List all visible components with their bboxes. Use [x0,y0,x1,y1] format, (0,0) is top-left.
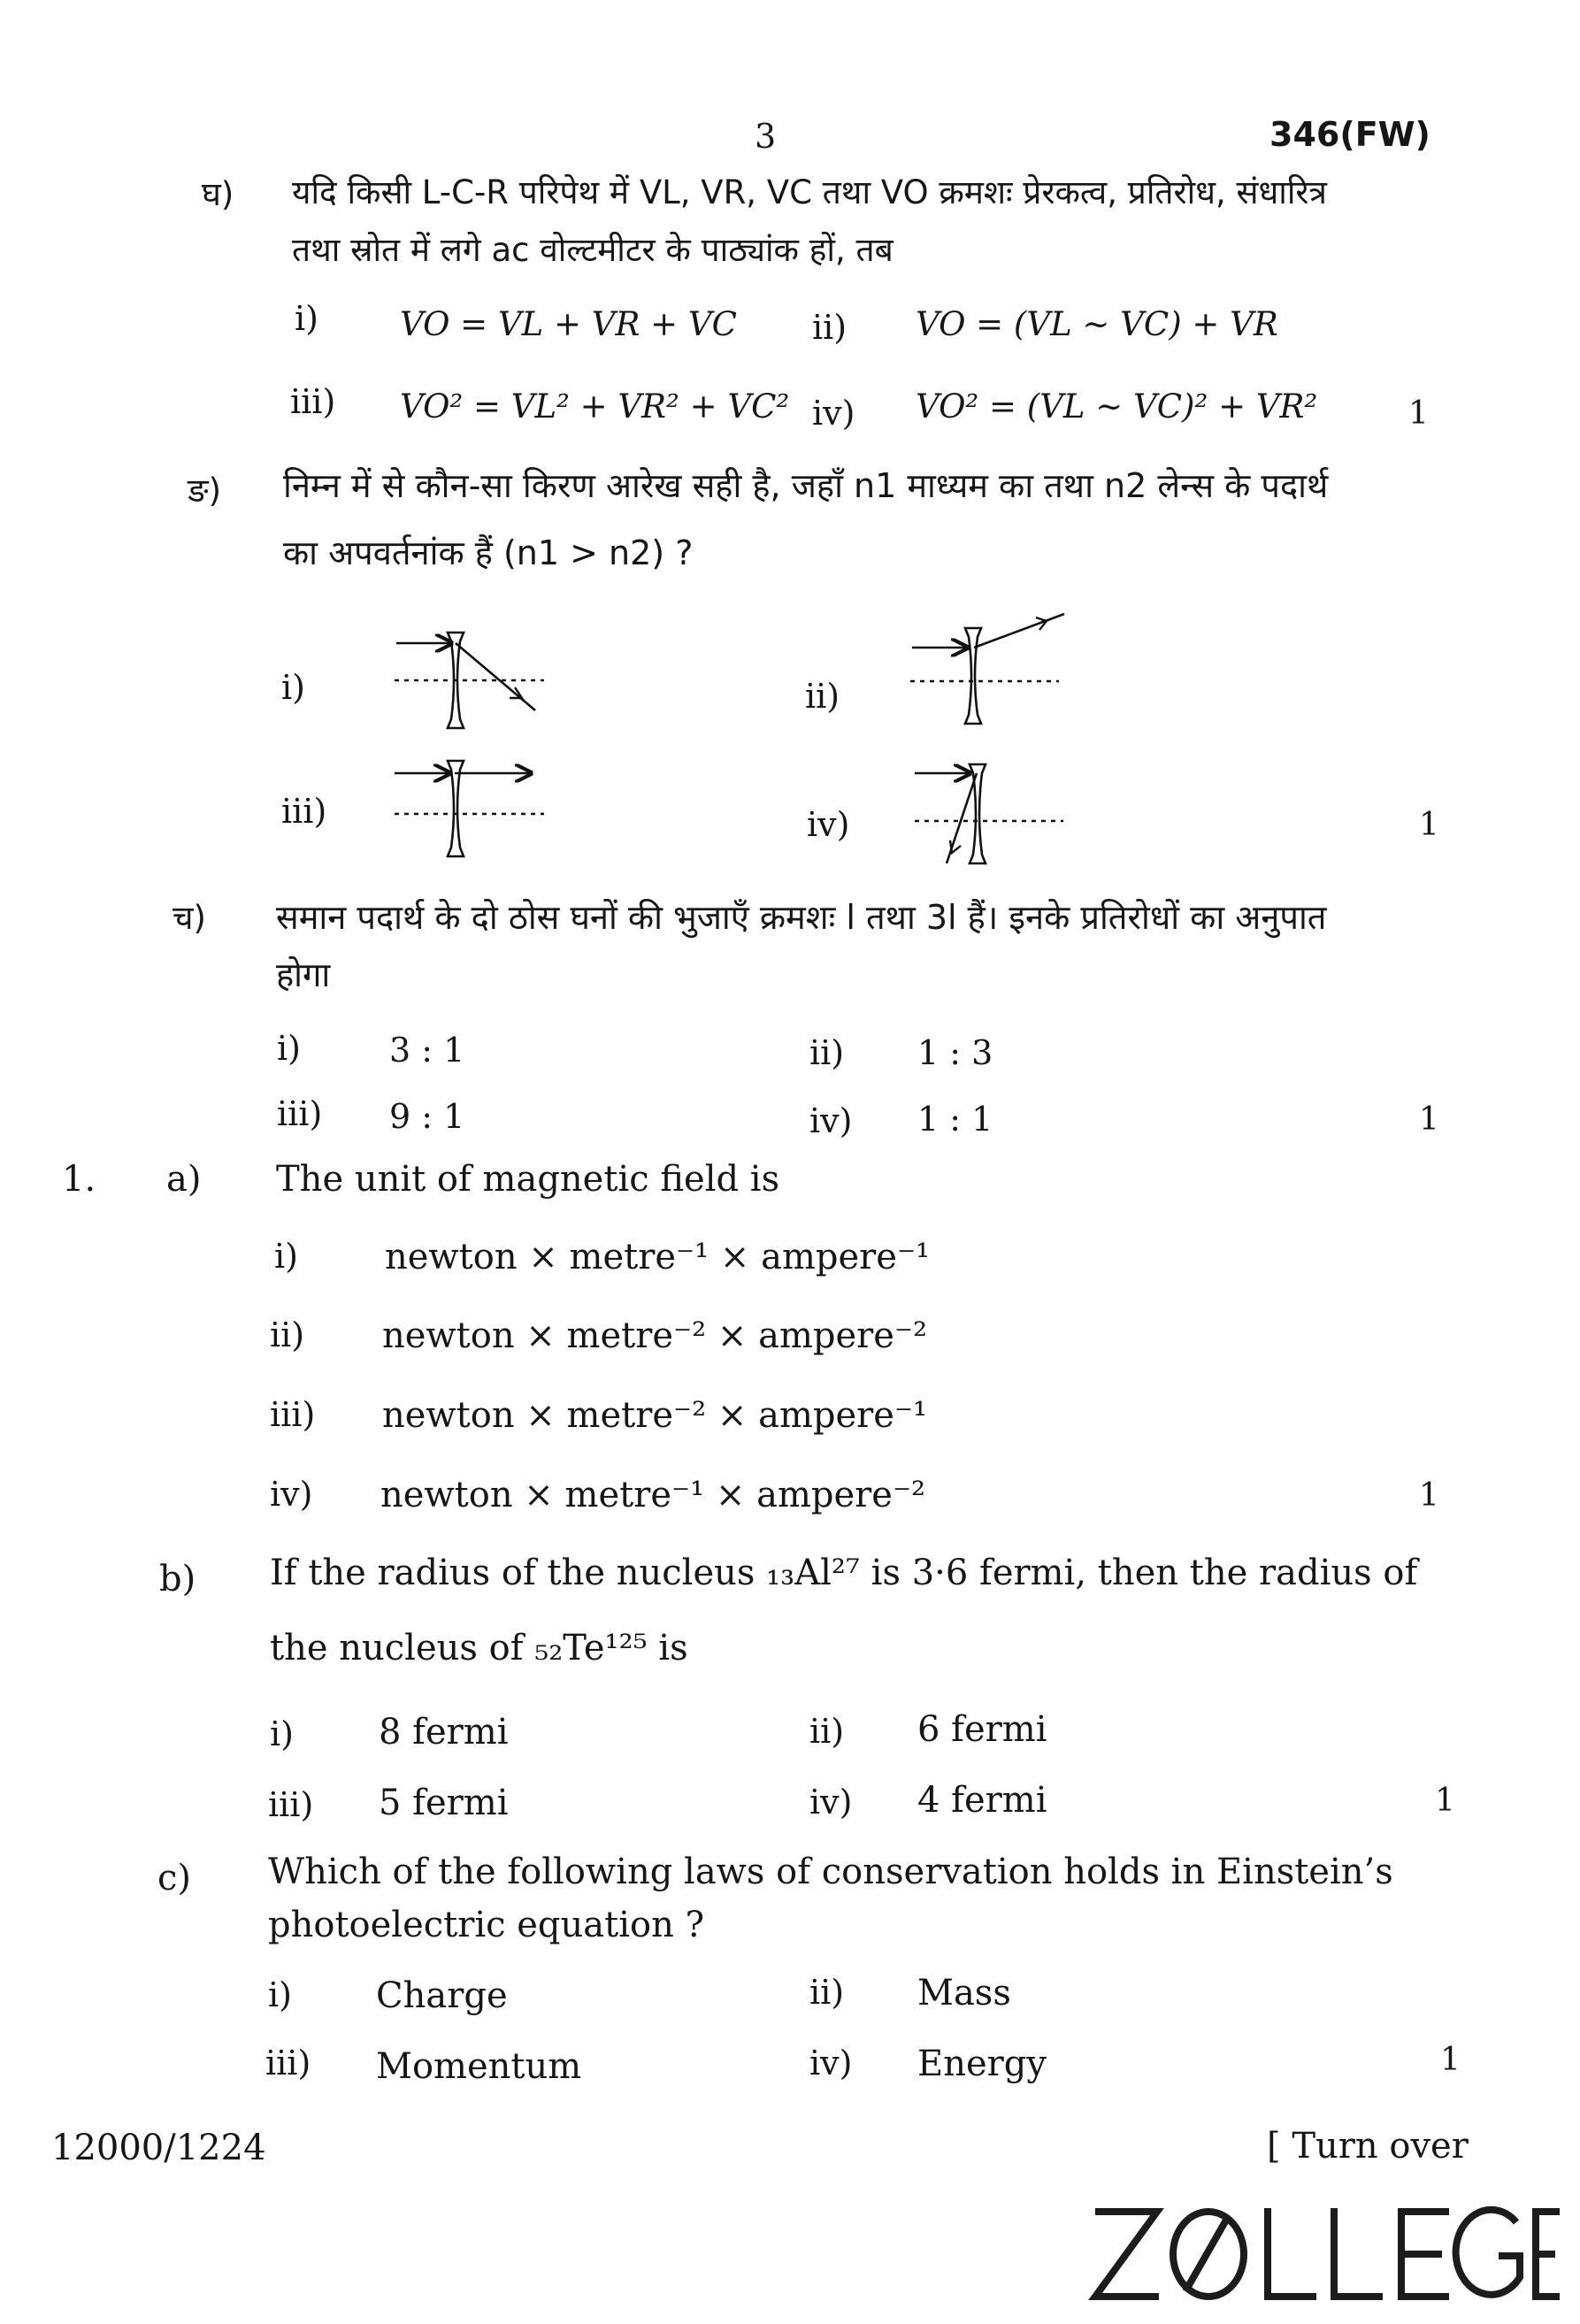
question-text-line2: का अपवर्तनांक हैं (n1 > n2) ? [283,533,694,572]
option-text: 4 fermi [917,1780,1047,1821]
question-label: घ) [202,175,234,213]
question-text-line1: If the radius of the nucleus ₁₃Al²⁷ is 3·6 fermi, then the radius of [270,1553,1418,1593]
option-text: Charge [376,1975,508,2016]
question-label: c) [157,1858,192,1898]
option-label: i) [277,1029,301,1068]
option-label: iii) [281,792,327,831]
option-text: 6 fermi [917,1709,1047,1750]
paper-code: 346(FW) [1269,115,1430,154]
option-text: 5 fermi [379,1783,509,1823]
option-label: iv) [809,2044,853,2082]
option-label: iii) [270,1395,316,1434]
option-label: ii) [809,1033,845,1072]
option-label: ii) [270,1315,305,1354]
option-text: Energy [917,2044,1047,2084]
option-label: iii) [268,1785,314,1824]
option-text: newton × metre⁻¹ × ampere⁻¹ [385,1237,931,1277]
option-label: iii) [277,1094,323,1133]
option-text: 9 : 1 [389,1097,465,1136]
marks: 1 [1440,2042,1461,2078]
ray-diagram-3 [389,752,548,867]
option-label: iv) [270,1475,313,1514]
option-text: VO = VL + VR + VC [400,305,737,343]
marks: 1 [1419,1101,1439,1138]
question-text-line2: तथा स्रोत में लगे ac वोल्टमीटर के पाठ्यांक हों, तब [292,231,894,269]
option-label: iv) [807,805,850,844]
option-text: VO = (VL ~ VC) + VR [916,305,1278,343]
marks: 1 [1435,1783,1455,1819]
option-text: VO² = (VL ~ VC)² + VR² [916,387,1318,426]
footer-code: 12000/1224 [51,2128,266,2168]
question-label: च) [173,899,206,937]
page-number: 3 [755,117,777,156]
ray-diagram-1 [389,624,548,739]
option-label: ii) [805,677,840,716]
option-text: newton × metre⁻¹ × ampere⁻² [380,1475,926,1515]
option-text: newton × metre⁻² × ampere⁻¹ [382,1395,928,1436]
option-text: 8 fermi [379,1712,509,1753]
question-text-line1: यदि किसी L-C-R परिपेथ में VL, VR, VC तथा VO क्रमशः प्रेरकत्व, प्रतिरोध, संधारित्र [292,173,1327,211]
option-text: Mass [917,1973,1011,2013]
turn-over: [ Turn over [1267,2126,1469,2167]
option-label: ii) [812,308,848,347]
question-text-line2: photoelectric equation ? [268,1905,705,1945]
option-label: iii) [265,2044,311,2082]
question-text-line1: समान पदार्थ के दो ठोस घनों की भुजाएँ क्रमशः l तथा 3l हैं। इनके प्रतिरोधों का अनुपात [276,898,1327,937]
question-label: b) [159,1559,196,1599]
option-label: iv) [809,1783,853,1822]
question-label: ङ) [188,472,222,510]
marks: 1 [1408,395,1429,432]
option-label: iii) [290,382,336,421]
option-label: iv) [809,1101,853,1140]
question-text: The unit of magnetic field is [276,1159,780,1200]
option-text: Momentum [376,2046,582,2087]
question-label: a) [166,1159,202,1200]
option-label: i) [281,668,305,707]
option-label: ii) [809,1712,845,1751]
question-text-line1: Which of the following laws of conservation holds in Einstein’s [268,1852,1393,1892]
option-label: i) [268,1975,292,2014]
option-label: ii) [809,1973,845,2012]
option-text: 1 : 1 [917,1100,993,1139]
zollege-logo [1086,2192,1564,2316]
ray-diagram-2 [907,610,1066,734]
option-label: iv) [812,394,855,433]
marks: 1 [1419,1477,1439,1514]
option-label: i) [270,1714,294,1753]
option-text: VO² = VL² + VR² + VC² [400,387,790,426]
question-text-line2: the nucleus of ₅₂Te¹²⁵ is [270,1628,688,1668]
question-text-line2: होगा [276,955,331,994]
question-number: 1. [62,1159,96,1200]
option-text: 3 : 1 [389,1031,465,1070]
option-text: newton × metre⁻² × ampere⁻² [382,1315,928,1356]
option-label: i) [295,299,318,338]
option-text: 1 : 3 [917,1033,993,1072]
ray-diagram-4 [911,752,1070,876]
question-text-line1: निम्न में से कौन-सा किरण आरेख सही है, जहाँ n1 माध्यम का तथा n2 लेन्स के पदार्थ [283,466,1329,505]
option-label: i) [274,1237,298,1276]
marks: 1 [1419,807,1439,843]
